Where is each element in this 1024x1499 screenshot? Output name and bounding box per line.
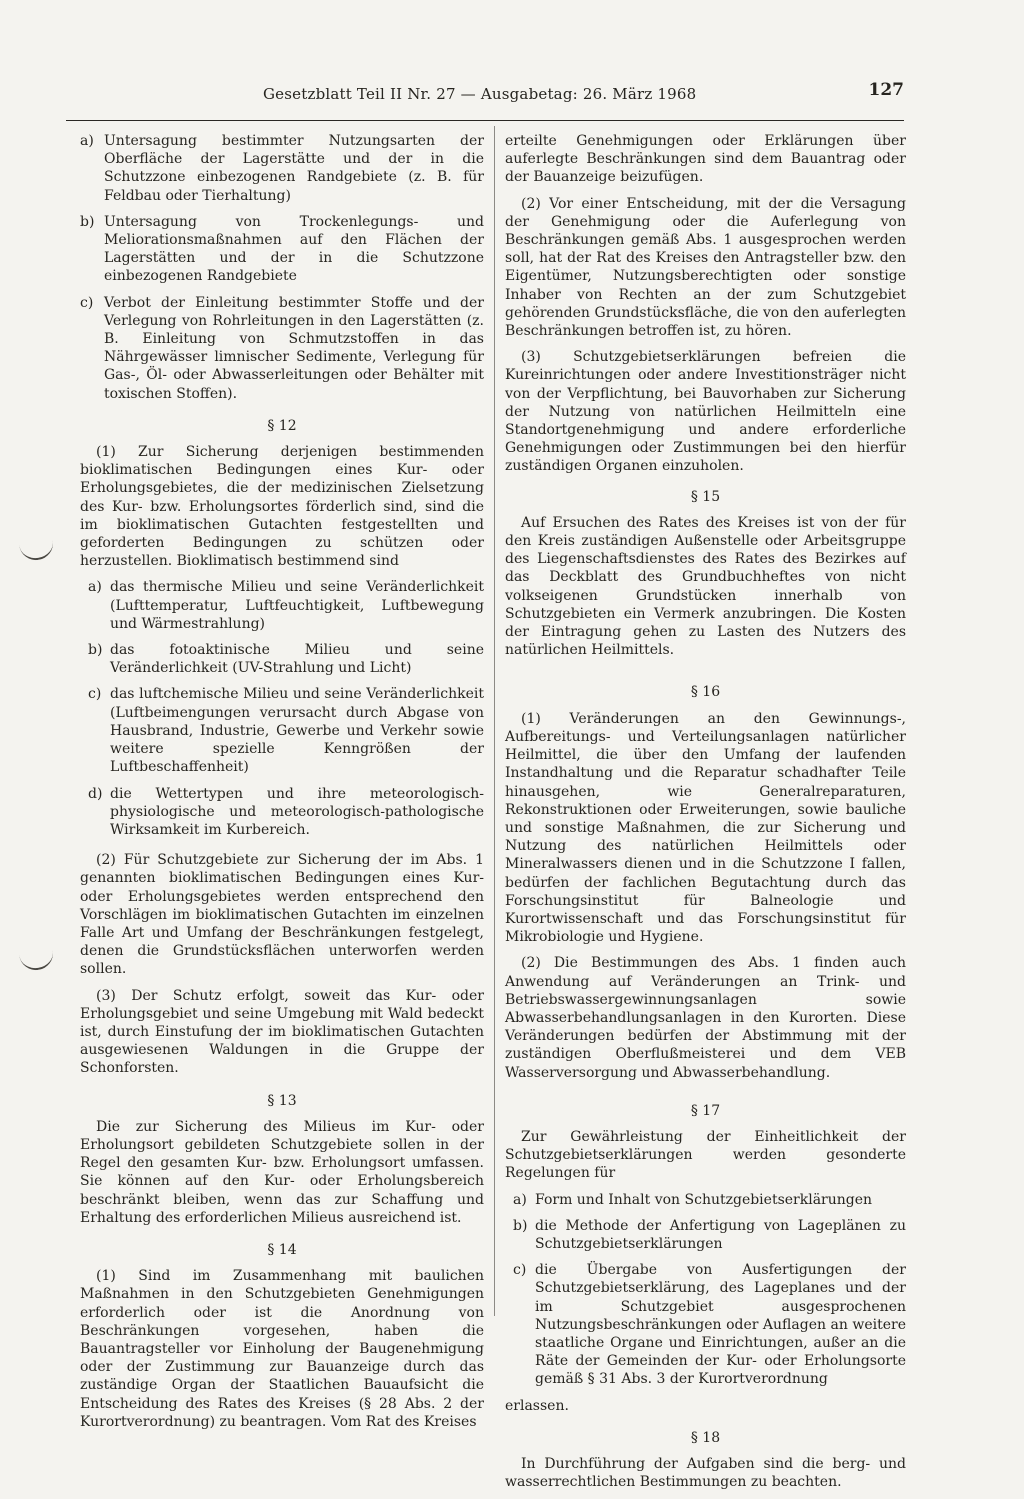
- paragraph: (2) Die Bestimmungen des Abs. 1 finden auch Anwendung auf Veränderungen an Trink- und Betriebswassergewinnungsanlagen sowie Abwasserbehandlungsanlagen in den Kurorten. Diese Veränderungen bedürfen der Abstimmung mit der zuständigen Oberflußmeisterei und dem VEB Wasserversorgung und Abwasserbehandlung.: [505, 955, 906, 1081]
- page-number: 127: [868, 80, 904, 100]
- paragraph: Die zur Sicherung des Milieus im Kur- oder Erholungsort gebildeten Schutzgebiete sollen in der Regel den gesamten Kur- bzw. Erholungsort umfassen. Sie können auf den Kur- oder Erholungsbereich beschränkt bleiben, wenn das zur Schaffung und Erhaltung des erforderlichen Milieus ausreichend ist.: [80, 1118, 484, 1226]
- paragraph: Auf Ersuchen des Rates des Kreises ist von der für den Kreis zuständigen Außenstelle oder Arbeitsgruppe des Liegenschaftsdienstes des Rates des Bezirkes auf das Deckblatt des Grundbuchheftes von nicht volkseigenen Grundstücken innerhalb von Schutzgebieten ein Vermerk anzubringen. Die Kosten der Eintragung gehen zu Lasten des Nutzers des natürlichen Heilmittels.: [505, 514, 906, 659]
- section-heading: § 14: [267, 1241, 297, 1258]
- paragraph: (2) Für Schutzgebiete zur Sicherung der im Abs. 1 genannten bioklimatischen Bedingungen eines Kur- oder Erholungsgebietes werden entsprechend den Vorschlägen im bioklimatischen Gutachten im einzelnen Falle Art und Umfang der Beschränkungen festgelegt, denen die Grundstücksflächen unterworfen werden sollen.: [80, 852, 484, 978]
- item-label: a): [513, 1191, 527, 1208]
- item-text: Untersagung von Trockenlegungs- und Meliorationsmaßnahmen auf den Flächen der Lagerstätten und der in die Schutzzone einbezogenen Randgebiete: [104, 213, 484, 285]
- item-text: das luftchemische Milieu und seine Veränderlichkeit (Luftbeimengungen verursacht durch Abgase von Hausbrand, Industrie, Gewerbe und Verkehr sowie weitere spezielle Kenngrößen der Luftbeschaffenheit): [110, 686, 484, 776]
- section-heading: § 17: [690, 1102, 721, 1119]
- running-title: Gesetzblatt Teil II Nr. 27 — Ausgabetag: 26. März 1968: [263, 85, 697, 103]
- paragraph: erteilte Genehmigungen oder Erklärungen über auferlegte Beschränkungen sind dem Bauantrag oder der Bauanzeige beizufügen.: [505, 133, 906, 186]
- paragraph: (1) Zur Sicherung derjenigen bestimmenden bioklimatischen Bedingungen eines Kur- oder Erholungsgebietes, die der medizinischen Zielsetzung des Kur- bzw. Erholungsortes förderlich sind, sind die im bioklimatischen Gutachten festgestellten und geforderten Bedingungen zu schützen oder herzustellen. Bioklimatisch bestimmend sind: [80, 444, 484, 570]
- section-heading: § 12: [267, 417, 297, 434]
- section-heading: § 18: [690, 1429, 721, 1446]
- item-text: Verbot der Einleitung bestimmter Stoffe und der Verlegung von Rohrleitungen in den Lagerstätten (z. B. Einleitung von Schmutzstoffen in das Nährgewässer limnischer Sedimente, Verlegung für Gas-, Öl- oder Abwasserleitungen oder Behälter mit toxischen Stoffen).: [104, 294, 484, 402]
- item-label: c): [513, 1262, 527, 1279]
- section-heading: § 16: [690, 684, 721, 701]
- list-item: [513, 1261, 906, 1388]
- paragraph: (3) Der Schutz erfolgt, soweit das Kur- oder Erholungsgebiet und seine Umgebung mit Wald bedeckt ist, durch Einstufung der im bioklimatischen Gutachten ausgewiesenen Waldungen in die Gruppe der Schonforsten.: [80, 987, 484, 1077]
- margin-mark: [19, 948, 55, 973]
- column-divider: [494, 126, 495, 1316]
- item-text: das fotoaktinische Milieu und seine Veränderlichkeit (UV-Strahlung und Licht): [110, 642, 484, 677]
- item-label: b): [88, 642, 103, 659]
- item-text: Untersagung bestimmter Nutzungsarten der Oberfläche der Lagerstätte und der in die Schutzzone einbezogenen Randgebiete (z. B. für Feldbau oder Tierhaltung): [104, 133, 484, 204]
- page-header: [66, 80, 904, 121]
- item-label: a): [88, 579, 102, 596]
- section-heading: § 13: [267, 1092, 297, 1109]
- list-item: [513, 1191, 906, 1209]
- item-label: a): [80, 133, 94, 149]
- paragraph: erlassen.: [505, 1397, 569, 1414]
- list-item: [88, 578, 484, 633]
- margin-mark: [19, 538, 55, 563]
- list-item: [513, 1217, 906, 1253]
- item-text: das thermische Milieu und seine Veränderlichkeit (Lufttemperatur, Luftfeuchtigkeit, Luftbewegung und Wärmestrahlung): [110, 579, 484, 632]
- item-label: d): [88, 785, 103, 802]
- item-text: Form und Inhalt von Schutzgebietserklärungen: [535, 1191, 873, 1208]
- list-item: [80, 132, 484, 205]
- paragraph: (3) Schutzgebietserklärungen befreien die Kureinrichtungen oder andere Investitionsträger nicht von der Verpflichtung, bei Bauvorhaben zur Sicherung der Nutzung von natürlichen Heilmitteln eine Standortgenehmigung und andere erforderliche Genehmigungen oder Zustimmungen bei den hierfür zuständigen Organen einzuholen.: [505, 349, 906, 475]
- paragraph: (1) Veränderungen an den Gewinnungs-, Aufbereitungs- und Verteilungsanlagen natürlicher Heilmittel, die über den Umfang der laufenden Instandhaltung und die Reparatur schadhafter Teile hinausgehen, wie Generalreparaturen, Rekonstruktionen oder Erweiterungen, sowie bauliche und sonstige Maßnahmen, die zur Sicherung und Nutzung des natürlichen Heilmittels oder Mineralwassers dienen und in die Schutzzone I fallen, bedürfen der fachlichen Begutachtung durch das Forschungsinstitut für Balneologie und Kurortwissenschaft und das Forschungsinstitut für Mikrobiologie und Hygiene.: [505, 710, 906, 946]
- paragraph: (2) Vor einer Entscheidung, mit der die Versagung der Genehmigung oder die Auferlegung von Beschränkungen gemäß Abs. 1 ausgesprochen werden soll, hat der Rat des Kreises den Antragsteller bzw. den Eigentümer, Nutzungsberechtigten oder sonstige Inhaber von Rechten an der zum Schutzgebiet gehörenden Grundstücksfläche, die von den auferlegten Beschränkungen betroffen ist, zu hören.: [505, 195, 906, 340]
- item-text: die Methode der Anfertigung von Lageplänen zu Schutzgebietserklärungen: [535, 1217, 906, 1252]
- left-column: [80, 132, 484, 1439]
- item-label: b): [513, 1217, 528, 1234]
- paragraph: In Durchführung der Aufgaben sind die berg- und wasserrechtlichen Bestimmungen zu beachten.: [505, 1456, 906, 1491]
- list-item: [88, 641, 484, 677]
- item-text: die Übergabe von Ausfertigungen der Schutzgebietserklärung, des Lageplanes und der im Schutzgebiet ausgesprochenen Nutzungsbeschränkungen oder Auflagen an weitere staatliche Organe und Einrichtungen, außer an die Räte der Gemeinden der Kur- oder Erholungsorte gemäß § 31 Abs. 3 der Kurortverordnung: [535, 1262, 906, 1388]
- list-item: [80, 213, 484, 286]
- paragraph: Zur Gewährleistung der Einheitlichkeit der Schutzgebietserklärungen werden gesonderte Regelungen für: [505, 1128, 906, 1182]
- item-text: die Wettertypen und ihre meteorologisch-physiologische und meteorologisch-pathologische Wirksamkeit im Kurbereich.: [110, 785, 484, 838]
- paragraph: (1) Sind im Zusammenhang mit baulichen Maßnahmen in den Schutzgebieten Genehmigungen erforderlich oder ist die Anordnung von Beschränkungen vorgesehen, haben die Bauantragsteller vor Einholung der Baugenehmigung oder der Zustimmung zur Bauanzeige durch das zuständige Organ der Staatlichen Bauaufsicht die Entscheidung des Rates des Kreises (§ 28 Abs. 2 der Kurortverordnung) zu beantragen. Vom Rat des Kreises: [80, 1268, 484, 1430]
- item-label: c): [88, 686, 102, 703]
- list-item: [80, 294, 484, 403]
- section-heading: § 15: [690, 488, 721, 505]
- item-label: b): [80, 213, 95, 230]
- list-item: [88, 685, 484, 776]
- list-item: [88, 785, 484, 840]
- right-column: [505, 132, 906, 1499]
- item-label: c): [80, 294, 94, 311]
